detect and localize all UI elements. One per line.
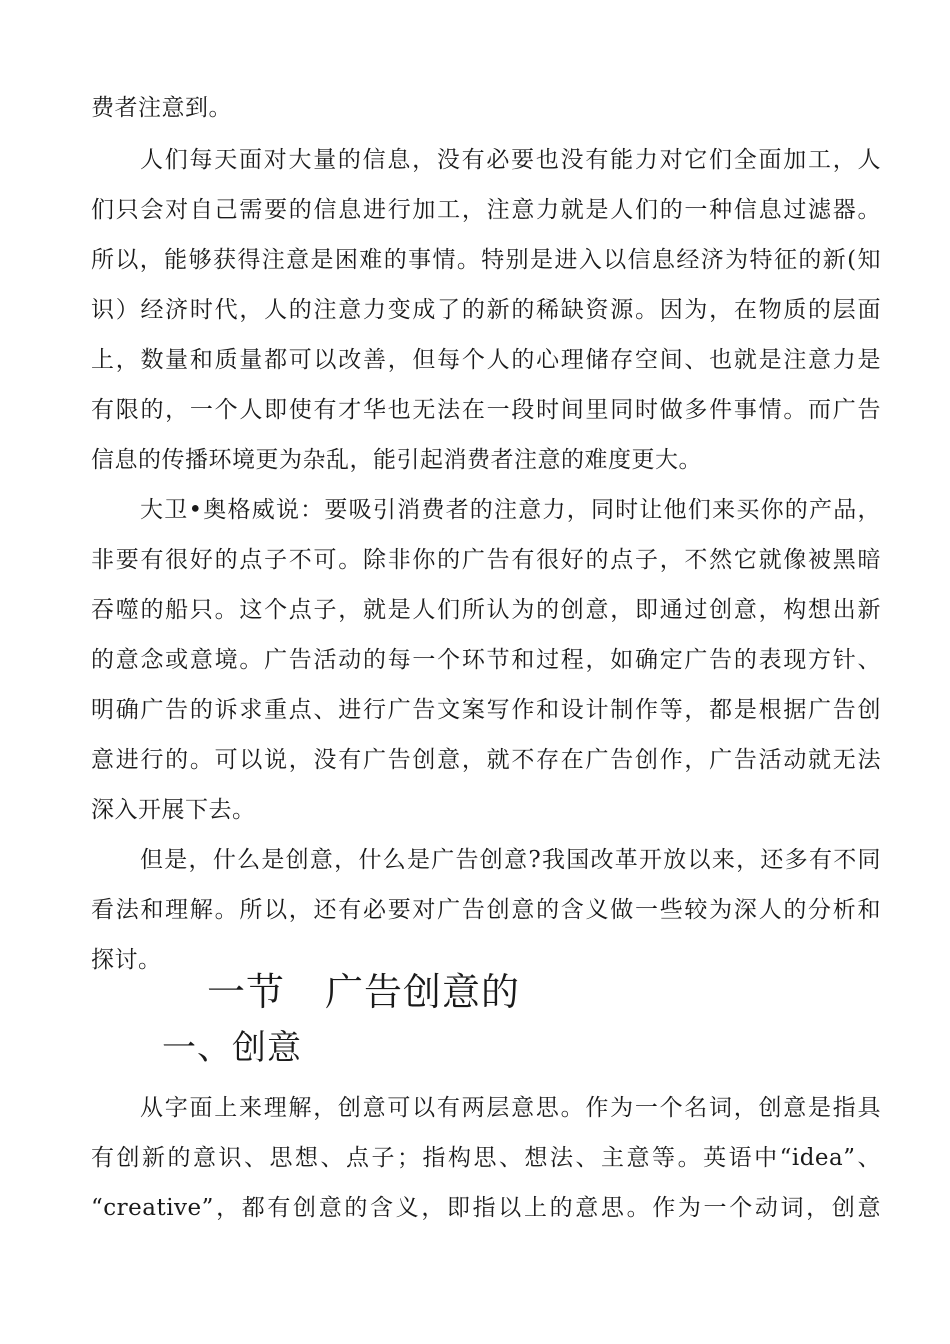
paragraph-2-line-6: 意进行的。可以说，没有广告创意，就不存在广告创作，广告活动就无法 — [91, 747, 881, 773]
paragraph-2-line-4: 的意念或意境。广告活动的每一个环节和过程，如确定广告的表现方针、 — [91, 647, 881, 673]
paragraph-1-line-7: 信息的传播环境更为杂乱，能引起消费者注意的难度更大。 — [91, 447, 702, 473]
paragraph-4-line-3: “creative”，都有创意的含义，即指以上的意思。作为一个动词，创意 — [91, 1195, 881, 1221]
subsection-heading: 一、创意 — [162, 1028, 302, 1068]
paragraph-2-line-3: 吞噬的船只。这个点子，就是人们所认为的创意，即通过创意，构想出新 — [91, 597, 881, 623]
paragraph-4-line-1: 从字面上来理解，创意可以有两层意思。作为一个名词，创意是指具 — [140, 1095, 881, 1121]
paragraph-2-line-5: 明确广告的诉求重点、进行广告文案写作和设计制作等，都是根据广告创 — [91, 697, 881, 723]
paragraph-1-line-1: 人们每天面对大量的信息，没有必要也没有能力对它们全面加工，人 — [140, 147, 881, 173]
paragraph-2-line-1: 大卫•奥格威说：要吸引消费者的注意力，同时让他们来买你的产品， — [140, 497, 881, 523]
paragraph-1-line-2: 们只会对自己需要的信息进行加工，注意力就是人们的一种信息过滤器。 — [91, 197, 881, 223]
section-number: 一节 — [207, 970, 286, 1014]
section-title: 广告创意的 — [325, 970, 521, 1014]
paragraph-3-line-3: 探讨。 — [91, 947, 162, 973]
paragraph-2-line-2: 非要有很好的点子不可。除非你的广告有很好的点子，不然它就像被黑暗 — [91, 547, 881, 573]
paragraph-2-line-7: 深入开展下去。 — [91, 797, 256, 823]
section-heading — [207, 966, 520, 1018]
paragraph-3-line-2: 看法和理解。所以，还有必要对广告创意的含义做一些较为深人的分析和 — [91, 897, 881, 923]
paragraph-1-line-3: 所以，能够获得注意是困难的事情。特别是进入以信息经济为特征的新(知 — [91, 247, 881, 273]
paragraph-1-line-4: 识）经济时代，人的注意力变成了的新的稀缺资源。因为，在物质的层面 — [91, 297, 881, 323]
paragraph-1-line-5: 上，数量和质量都可以改善，但每个人的心理储存空间、也就是注意力是 — [91, 347, 881, 373]
paragraph-3-line-1: 但是，什么是创意，什么是广告创意?我国改革开放以来，还多有不同 — [140, 847, 881, 873]
paragraph-1-line-6: 有限的，一个人即使有才华也无法在一段时间里同时做多件事情。而广告 — [91, 397, 881, 423]
paragraph-0-line-1: 费者注意到。 — [91, 95, 232, 121]
paragraph-4-line-2: 有创新的意识、思想、点子；指构思、想法、主意等。英语中“idea”、 — [91, 1145, 881, 1171]
